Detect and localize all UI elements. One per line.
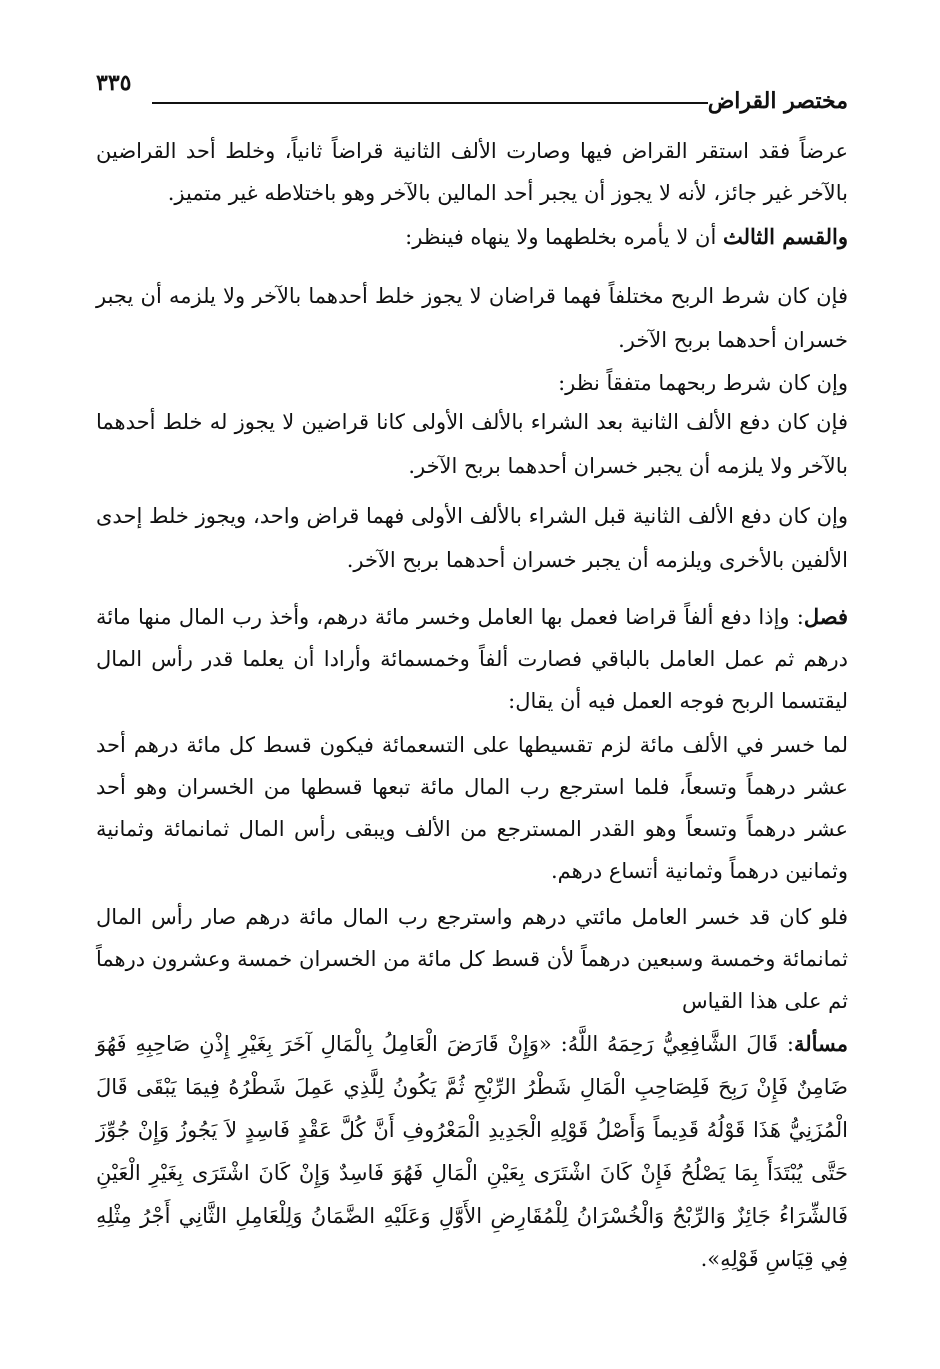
section-heading: والقسم الثالث xyxy=(722,224,848,249)
paragraph-text: عرضاً فقد استقر القراض فيها وصارت الألف الثانية قراضاً ثانياً، وخلط أحد القراضين بالآخر غير جائز، لأنه لا يجوز أن يجبر أحد المالين بالآخر وهو باختلاطه غير متميز. xyxy=(96,139,848,205)
paragraph-text: فإن كان دفع الألف الثانية بعد الشراء بالألف الأولى كانا قراضين لا يجوز له خلط أحدهما بالآخر ولا يلزمه أن يجبر خسران أحدهما بربح الآخر. xyxy=(96,410,848,478)
paragraph-8 xyxy=(96,724,848,892)
paragraph-text: : قَالَ الشَّافِعِيُّ رَحِمَهُ اللَّهُ: «وَإِنْ قَارَضَ الْعَامِلُ بِالْمَالِ آخَرَ بِغَيْرِ إِذْنِ صَاحِبِهِ فَهُوَ ضَامِنٌ فَإِنْ رَبِحَ فَلِصَاحِبِ الْمَالِ شَطْرُ الرِّبْحِ ثُمَّ يَكُونُ لِلَّذِي عَمِلَ شَطْرُهُ فِيمَا يَبْقَى قَالَ الْمُزَنِيُّ هَذَا قَوْلُهُ قَدِيماً وَأَصْلُ قَوْلِهِ الْجَدِيدِ الْمَعْرُوفِ أَنَّ كُلَّ عَقْدٍ فَاسِدٍ لاَ يَجُوزُ وَإِنْ جُوِّزَ حَتَّى يُبْتَدَأَ بِمَا يَصْلُحُ فَإِنْ كَانَ اشْتَرَى بِعَيْنِ الْمَالِ فَهُوَ فَاسِدٌ وَإِنْ كَانَ اشْتَرَى بِغَيْرِ الْعَيْنِ فَالشِّرَاءُ جَائِزٌ وَالرِّبْحُ وَالْخُسْرَانُ لِلْمُقَارِضِ الأَوَّلِ وَعَلَيْهِ الضَّمَانُ وَلِلْعَامِلِ الثَّانِي أَجْرُ مِثْلِهِ فِي قِيَاسِ قَوْلِهِ». xyxy=(96,1032,848,1271)
paragraph-text: أن لا يأمره بخلطهما ولا ينهاه فينظر: xyxy=(405,225,723,249)
paragraph-6 xyxy=(96,494,848,582)
paragraph-3 xyxy=(96,274,848,362)
paragraph-text: فإن كان شرط الربح مختلفاً فهما قراضان لا يجوز خلط أحدهما بالآخر ولا يلزمه أن يجبر خسران أحدهما بربح الآخر. xyxy=(96,284,848,352)
paragraph-text: فلو كان قد خسر العامل مائتي درهم واسترجع رب المال مائة درهم صار رأس المال ثمانمائة وخمسة وسبعين درهماً لأن قسط كل مائة من الخسران خمسة وعشرون درهماً ثم على هذا القياس xyxy=(96,905,848,1013)
paragraph-text: وإن كان دفع الألف الثانية قبل الشراء بالألف الأولى فهما قراض واحد، ويجوز خلط إحدى الألفين بالأخرى ويلزمه أن يجبر خسران أحدهما بربح الآخر. xyxy=(96,504,848,572)
book-page xyxy=(96,60,848,1271)
page-number: ٣٣٥ xyxy=(96,70,132,96)
header-rule xyxy=(152,102,708,104)
paragraph-4 xyxy=(96,362,848,404)
paragraph-9 xyxy=(96,896,848,1022)
paragraph-7 xyxy=(96,596,848,722)
running-title: مختصر القراض xyxy=(707,88,848,114)
paragraph-text: وإن كان شرط ربحهما متفقاً نظر: xyxy=(558,371,848,395)
paragraph-2 xyxy=(96,216,848,258)
paragraph-10 xyxy=(96,1022,848,1281)
paragraph-1 xyxy=(96,130,848,214)
masala-heading: مسألة xyxy=(793,1031,848,1056)
paragraph-text: لما خسر في الألف مائة لزم تقسيطها على التسعمائة فيكون قسط كل مائة درهم أحد عشر درهماً وتسعاً، فلما استرجع رب المال مائة تبعها قسطها من الخسران وهو أحد عشر درهماً وتسعاً وهو القدر المسترجع من الألف ويبقى رأس المال ثمانمائة وثمانية وثمانين درهماً وثمانية أتساع درهم. xyxy=(96,733,848,883)
paragraph-5 xyxy=(96,400,848,488)
paragraph-text: : وإذا دفع ألفاً قراضا فعمل بها العامل وخسر مائة درهم، وأخذ رب المال منها مائة درهم ثم عمل العامل بالباقي فصارت ألفاً وخمسمائة وأرادا أن يعلما قدر رأس المال ليقتسما الربح فوجه العمل فيه أن يقال: xyxy=(96,605,848,713)
fasl-heading: فصل xyxy=(803,604,848,629)
page-header xyxy=(96,60,848,114)
